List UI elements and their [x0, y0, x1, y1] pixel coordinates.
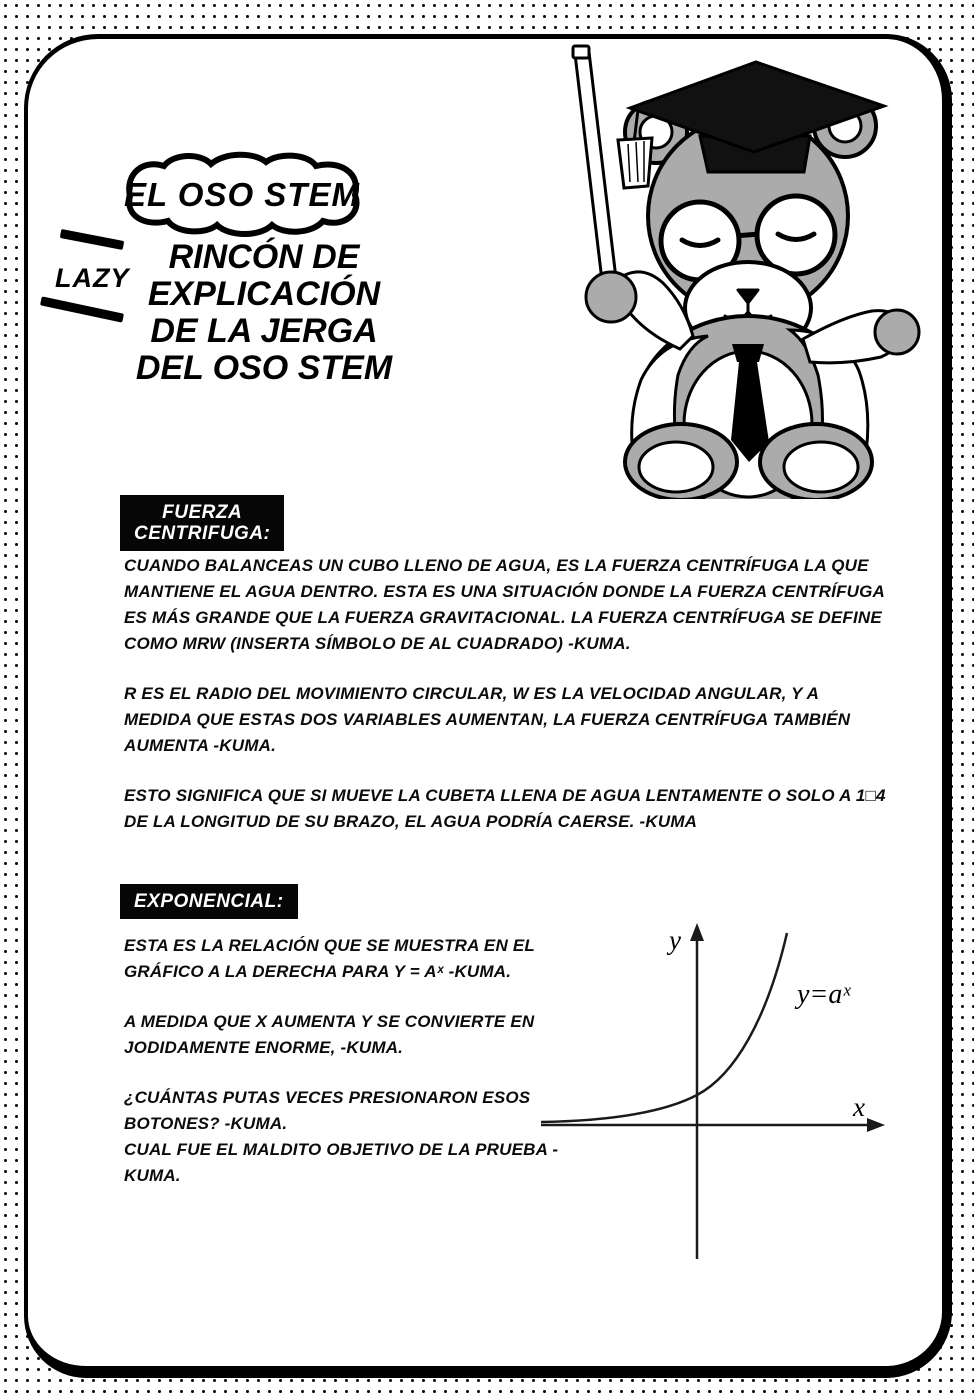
- paragraph: CUAL FUE EL MALDITO OBJETIVO DE LA PRUEBA -KUMA.: [124, 1140, 559, 1185]
- section-label-exponencial: [120, 884, 298, 919]
- exponential-graph: [523, 911, 961, 1279]
- paragraph: R ES EL RADIO DEL MOVIMIENTO CIRCULAR, W ES LA VELOCIDAD ANGULAR, Y A MEDIDA QUE ESTAS DOS VARIABLES AUMENTAN, LA FUERZA CENTRÍFUGA TAMBIÉN AUMENTA -KUMA.: [124, 684, 851, 755]
- section-label-line: EXPONENCIAL:: [134, 891, 284, 912]
- lazy-credit-label: LAZY: [55, 263, 130, 293]
- paragraph: CUANDO BALANCEAS UN CUBO LLENO DE AGUA, ES LA FUERZA CENTRÍFUGA LA QUE MANTIENE EL AGUA DENTRO. ESTA ES UNA SITUACIÓN DONDE LA FUERZA CENTRÍFUGA ES MÁS GRANDE QUE LA FUERZA GRAVITACIONAL. LA FUERZA CENTRÍFUGA SE DEFINE COMO MRW (INSERTA SÍMBOLO DE AL CUADRADO) -KUMA.: [124, 556, 885, 653]
- paragraph: A MEDIDA QUE X AUMENTA Y SE CONVIERTE EN JODIDAMENTE ENORME, -KUMA.: [124, 1012, 535, 1057]
- x-axis-label: x: [853, 1092, 865, 1122]
- paragraph: ESTA ES LA RELACIÓN QUE SE MUESTRA EN EL GRÁFICO A LA DERECHA PARA Y = Aˣ -KUMA.: [124, 936, 535, 981]
- paragraph: ESTO SIGNIFICA QUE SI MUEVE LA CUBETA LLENA DE AGUA LENTAMENTE O SOLO A 1□4 DE LA LONGITUD DE SU BRAZO, EL AGUA PODRÍA CAERSE. -KUMA: [124, 786, 886, 831]
- page-title-line: DE LA JERGA: [150, 312, 378, 350]
- page-title: [106, 239, 422, 387]
- bear-right-arm: [803, 310, 919, 363]
- curve-equation-label: y=aˣ: [797, 979, 851, 1010]
- section-label-line: FUERZA: [162, 502, 243, 523]
- y-axis-label: y: [669, 925, 681, 955]
- section-label-line: CENTRIFUGA:: [134, 523, 271, 544]
- paragraph: ¿CUÁNTAS PUTAS VECES PRESIONARON ESOS BOTONES? -KUMA.: [124, 1088, 531, 1133]
- stem-bear-illustration: [548, 44, 933, 499]
- page-title-line: DEL OSO STEM: [135, 349, 393, 387]
- page-title-line: EXPLICACIÓN: [147, 275, 381, 313]
- manga-panel-page: [24, 34, 952, 1378]
- section-label-fuerza-centrifuga: [120, 495, 284, 551]
- page-title-line: RINCÓN DE: [168, 238, 360, 276]
- exponential-curve: [541, 933, 787, 1122]
- stem-bear-badge-bubble: [114, 147, 370, 243]
- section-body-fuerza-centrifuga: [124, 553, 886, 859]
- badge-label: EL OSO STEM: [124, 176, 360, 213]
